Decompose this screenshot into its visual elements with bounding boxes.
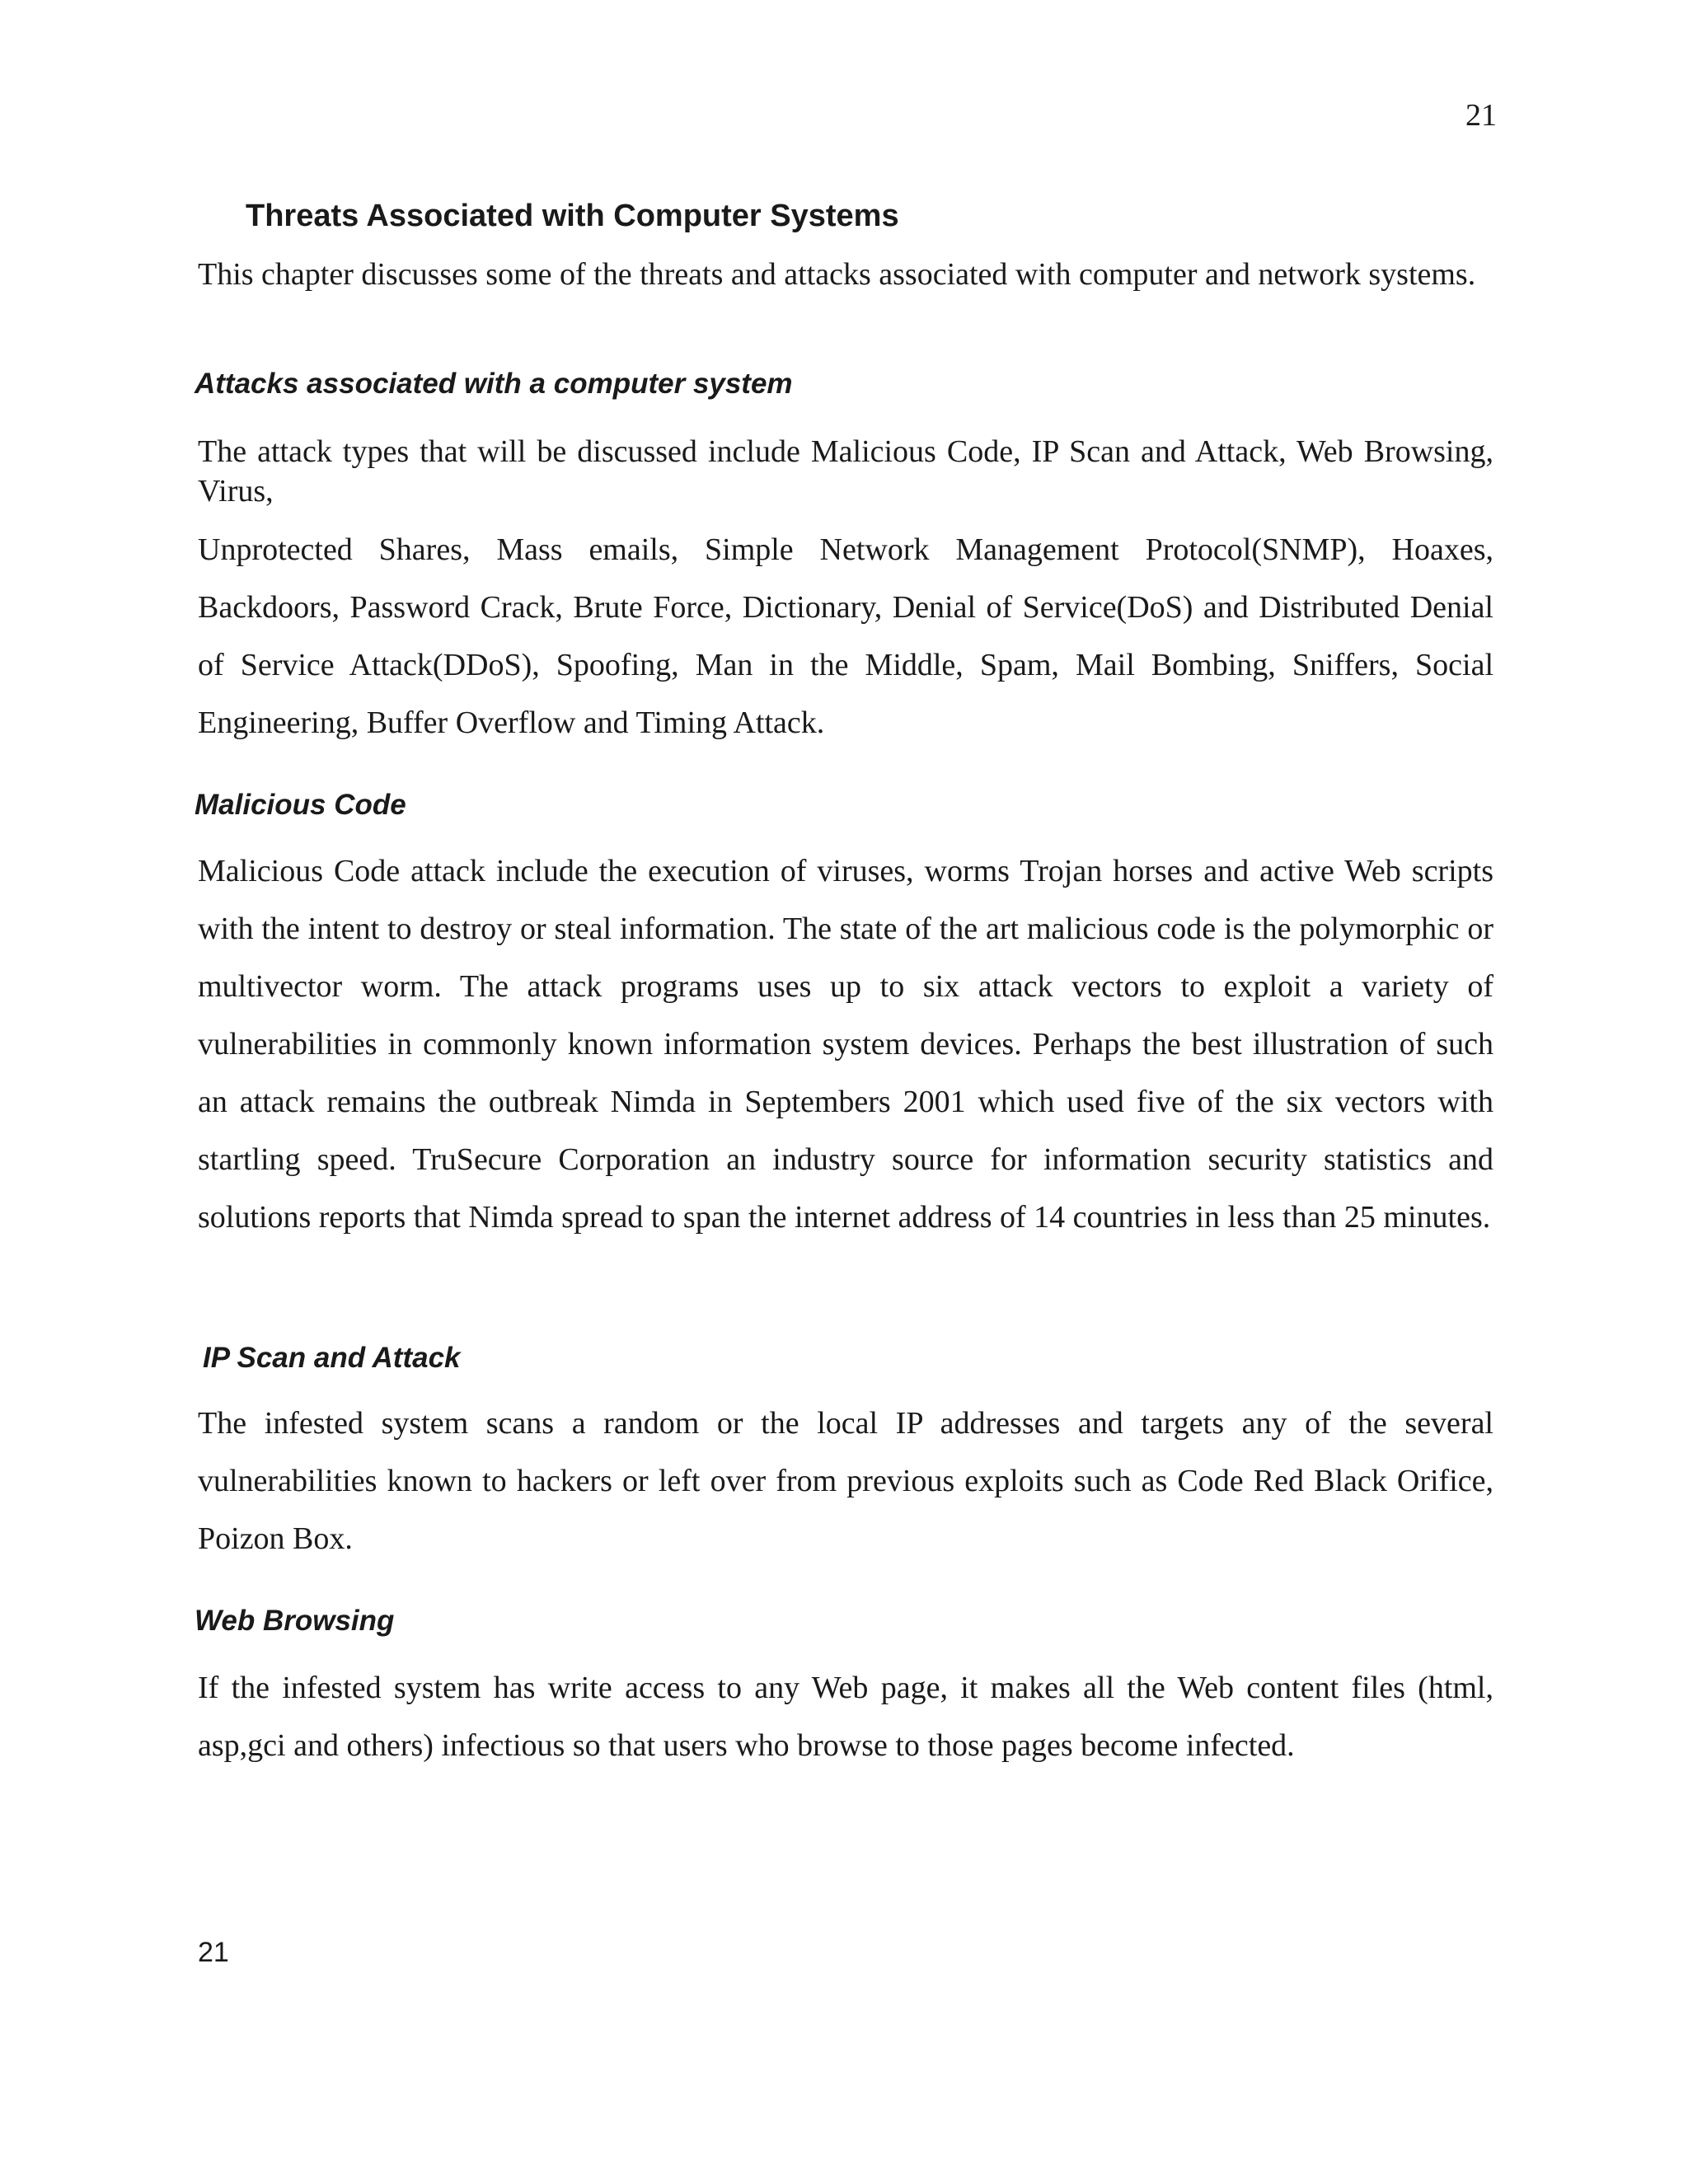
paragraph-attacks-2: Unprotected Shares, Mass emails, Simple Network Management Protocol(SNMP), Hoaxes, Backdoors, Password Crack, Brute Force, Dictionary, Denial of Service(DoS) and Distributed Denial of Service Attack(DDoS), Spoofing, Man in the Middle, Spam, Mail Bombing, Sniffers, Social Engineering, Buffer Overflow and Timing Attack. bbox=[198, 532, 1493, 740]
intro-paragraph: This chapter discusses some of the threats and attacks associated with computer and network systems. bbox=[198, 257, 1476, 292]
page-number-bottom: 21 bbox=[198, 1937, 229, 1968]
chapter-title: Threats Associated with Computer Systems bbox=[246, 199, 899, 233]
page-number-top: 21 bbox=[1465, 98, 1497, 133]
paragraph-web-browsing: If the infested system has write access to any Web page, it makes all the Web content files (html, asp,gci and others) infectious so that users who browse to those pages become infected. bbox=[198, 1671, 1493, 1763]
paragraph-malicious-code: Malicious Code attack include the execution of viruses, worms Trojan horses and active Web scripts with the intent to destroy or steal information. The state of the art malicious code is the polymorphic or multivector worm. The attack programs uses up to six attack vectors to exploit a variety of vulnerabilities in commonly known information system devices. Perhaps the best illustration of such an attack remains the outbreak Nimda in Septembers 2001 which used five of the six vectors with startling speed. TruSecure Corporation an industry source for information security statistics and solutions reports that Nimda spread to span the internet address of 14 countries in less than 25 minutes. bbox=[198, 854, 1493, 1235]
heading-ip-scan: IP Scan and Attack bbox=[203, 1342, 461, 1374]
heading-attacks: Attacks associated with a computer system bbox=[195, 368, 793, 400]
paragraph-attacks-1: The attack types that will be discussed include Malicious Code, IP Scan and Attack, Web Browsing, Virus, bbox=[198, 434, 1493, 509]
paragraph-ip-scan: The infested system scans a random or the local IP addresses and targets any of the several vulnerabilities known to hackers or left over from previous exploits such as Code Red Black Orifice, Poizon Box. bbox=[198, 1406, 1493, 1556]
heading-web-browsing: Web Browsing bbox=[195, 1605, 395, 1637]
heading-malicious-code: Malicious Code bbox=[195, 789, 406, 821]
